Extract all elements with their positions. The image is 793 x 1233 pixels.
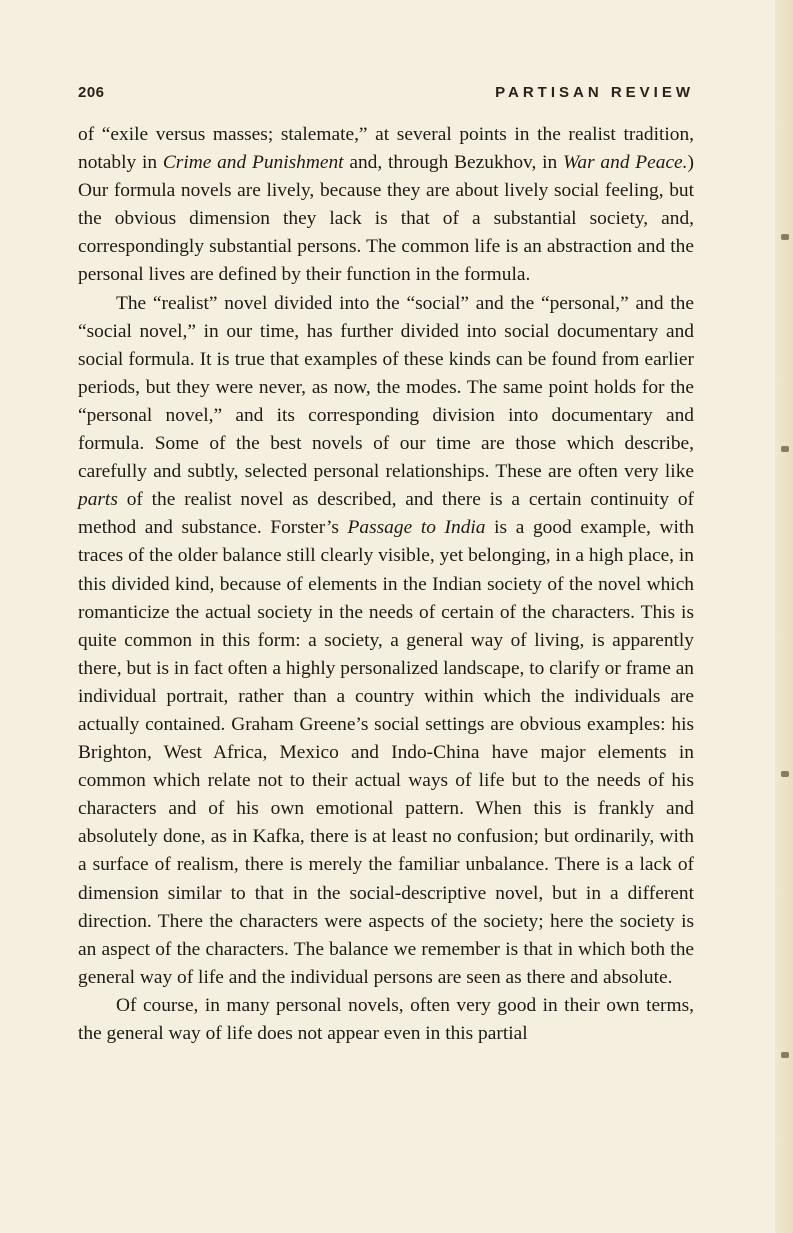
text-run: of “exile versus masses; stalemate,” at several points in the realist tradition, notably in [78, 124, 694, 174]
book-title-war-and-peace: War and Peace. [563, 152, 688, 174]
page-edge [775, 0, 793, 1233]
text-run: The “realist” novel divided into the “social” and the “personal,” and the “social novel,” in our time, has further divided into social documentary and social formula. It is true that examples of these kinds can be found from earlier periods, but they were never, as now, the modes. The same point holds for the “personal novel,” and its corresponding division into documentary and formula. Some of the best novels of our time are those which describe, carefully and subtly, selected personal relationships. These are often very like [78, 292, 694, 483]
edge-mark [781, 771, 789, 777]
body-text [78, 121, 694, 1048]
text-run: Of course, in many personal novels, often very good in their own terms, the general way of life does not appear even in this partial [78, 994, 694, 1044]
emphasis-parts: parts [78, 489, 118, 511]
edge-mark [781, 446, 789, 452]
text-run: is a good example, with traces of the older balance still clearly visible, yet belonging, in a high place, in this divided kind, because of elements in the Indian society of the novel which romanticize the actual society in the needs of certain of the characters. This is quite common in this form: a society, a general way of living, is apparently there, but is in fact often a highly personalized landscape, to clarify or frame an individual portrait, rather than a country within which the individuals are actually contained. Graham Greene’s social settings are obvious examples: his Brighton, West Africa, Mexico and Indo-China have major elements in common which relate not to their actual ways of life but to the needs of his characters and of his own emotional pattern. When this is frankly and absolutely done, as in Kafka, there is at least no confusion; but ordinarily, with a surface of realism, there is merely the familiar unbalance. There is a lack of dimension similar to that in the social-descriptive novel, but in a different direction. There the characters were aspects of the society; here the society is an aspect of the characters. The balance we remember is that in which both the general way of life and the individual persons are seen as there and absolute. [78, 517, 695, 988]
paragraph-1 [78, 121, 694, 290]
paragraph-3 [78, 992, 694, 1048]
book-title-crime-and-punishment: Crime and Punishment [162, 152, 344, 174]
running-head: PARTISAN REVIEW [495, 84, 694, 101]
edge-mark [781, 1052, 789, 1058]
book-title-passage-to-india: Passage to India [347, 517, 486, 539]
paragraph-2 [78, 290, 694, 992]
text-run: and, through Bezukhov, in [343, 152, 564, 174]
edge-mark [781, 234, 789, 240]
text-run: ) Our formula novels are lively, because they are about lively social feeling, but the obvious dimension they lack is that of a substantial society, and, correspondingly substantial persons. The common life is an abstraction and the personal lives are defined by their function in the formula. [78, 152, 694, 286]
page-header [78, 84, 694, 101]
text-run: of the realist novel as described, and there is a certain continuity of method and substance. Forster’s [78, 489, 694, 539]
page-number: 206 [78, 84, 105, 101]
